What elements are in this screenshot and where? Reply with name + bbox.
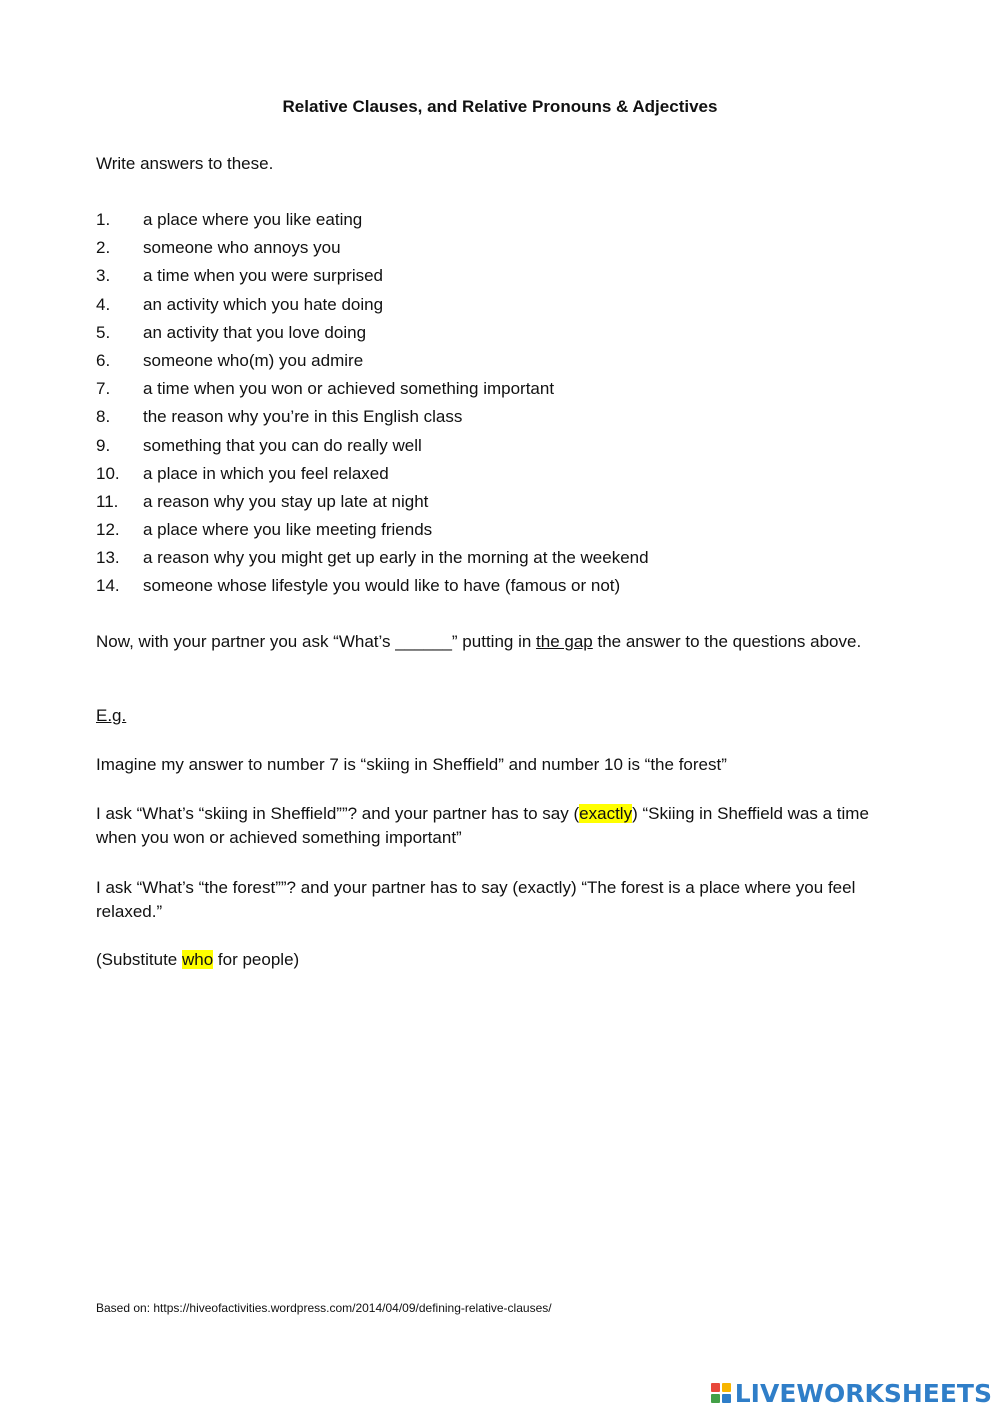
page-title: Relative Clauses, and Relative Pronouns & Adjectives xyxy=(282,97,718,116)
question-number: 3. xyxy=(96,266,111,286)
question-number: 1. xyxy=(96,210,111,229)
question-number: 8. xyxy=(96,407,111,427)
underlined-the-gap: the gap xyxy=(536,632,593,651)
question-text: a time when you won or achieved something important xyxy=(143,379,555,399)
question-text: a reason why you might get up early in the morning at the weekend xyxy=(143,548,649,568)
question-number: 4. xyxy=(96,294,111,314)
list-item xyxy=(96,405,649,433)
question-text: a reason why you stay up late at night xyxy=(143,491,429,511)
question-text: a place in which you feel relaxed xyxy=(143,463,389,483)
example-imagine: Imagine my answer to number 7 is “skiing in Sheffield” and number 10 is “the forest” xyxy=(96,755,727,774)
question-text: someone who annoys you xyxy=(143,238,341,258)
example-label: E.g. xyxy=(96,706,127,725)
question-number: 7. xyxy=(96,379,111,399)
list-item xyxy=(96,434,649,462)
question-number: 6. xyxy=(96,350,111,370)
liveworksheets-logo-text: LIVEWORKSHEETS xyxy=(734,1378,992,1408)
question-text: a place where you like eating xyxy=(143,210,363,229)
list-item xyxy=(96,236,649,264)
question-text: an activity that you love doing xyxy=(143,322,367,342)
list-item xyxy=(96,377,649,405)
question-number: 5. xyxy=(96,322,111,342)
example-ask-forest: I ask “What’s “the forest””? and your partner has to say (exactly) “The forest is a place where you feel relaxed.” xyxy=(96,878,856,921)
example-ask-skiing: I ask “What’s “skiing in Sheffield””? and your partner has to say (exactly) “Skiing in Sheffield was a time when you won or achieved something important” xyxy=(96,804,869,847)
list-item xyxy=(96,546,649,574)
question-number: 14. xyxy=(96,576,120,596)
question-number: 13. xyxy=(96,548,120,568)
list-item xyxy=(96,574,649,602)
liveworksheets-logo xyxy=(711,1377,992,1409)
question-text: someone whose lifestyle you would like to have (famous or not) xyxy=(143,576,621,596)
list-item xyxy=(96,264,649,292)
question-text: something that you can do really well xyxy=(143,435,422,455)
list-item xyxy=(96,490,649,518)
list-item xyxy=(96,518,649,546)
question-number: 12. xyxy=(96,520,120,540)
question-text: someone who(m) you admire xyxy=(143,350,364,370)
substitute-note: (Substitute who for people) xyxy=(96,950,300,969)
question-text: a place where you like meeting friends xyxy=(143,520,433,540)
instructions: Write answers to these. xyxy=(96,154,274,173)
partner-instructions: Now, with your partner you ask “What’s ______” putting in the gap the answer to the questions above. xyxy=(96,632,862,651)
source-footer: Based on: https://hiveofactivities.wordpress.com/2014/04/09/defining-relative-clauses/ xyxy=(96,1301,552,1315)
question-number: 2. xyxy=(96,238,111,258)
list-item xyxy=(96,321,649,349)
list-item xyxy=(96,208,649,236)
question-number: 11. xyxy=(96,491,119,511)
list-item xyxy=(96,349,649,377)
question-text: a time when you were surprised xyxy=(143,266,384,286)
question-text: an activity which you hate doing xyxy=(143,294,384,314)
list-item xyxy=(96,293,649,321)
question-text: the reason why you’re in this English class xyxy=(143,407,463,427)
question-number: 9. xyxy=(96,435,111,455)
highlight-exactly: exactly xyxy=(579,804,633,823)
liveworksheets-logo-icon xyxy=(711,1383,731,1403)
highlight-who: who xyxy=(182,950,214,969)
list-item xyxy=(96,462,649,490)
question-list xyxy=(96,208,649,603)
question-number: 10. xyxy=(96,463,120,483)
